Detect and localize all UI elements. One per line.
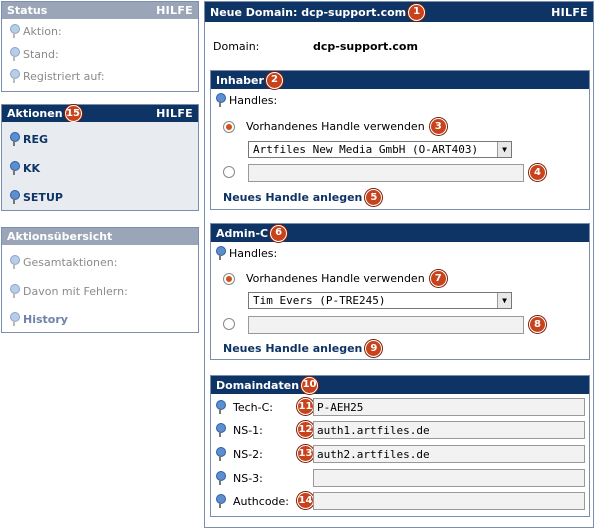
pin-icon bbox=[214, 400, 226, 414]
main-header bbox=[205, 2, 593, 22]
status-panel bbox=[1, 1, 199, 92]
pin-icon bbox=[214, 423, 226, 437]
callout-badge: 3 bbox=[430, 118, 447, 135]
overview-panel bbox=[1, 227, 199, 333]
callout-badge: 6 bbox=[270, 225, 287, 242]
callout-badge: 12 bbox=[297, 421, 314, 438]
aktionen-title: Aktionen bbox=[7, 107, 63, 120]
techc-label: Tech-C: bbox=[214, 400, 273, 414]
main-title: Neue Domain: dcp-support.com bbox=[210, 5, 407, 19]
adminc-handle-input[interactable] bbox=[248, 316, 524, 334]
pin-icon bbox=[8, 69, 20, 83]
aktionen-panel bbox=[1, 104, 199, 211]
adminc-new-handle-link[interactable]: Neues Handle anlegen 9 bbox=[223, 340, 382, 357]
adminc-existing-option[interactable]: Vorhandenes Handle verwenden 7 bbox=[223, 270, 447, 287]
inhaber-new-option[interactable] bbox=[223, 166, 235, 178]
main-panel bbox=[204, 1, 594, 528]
callout-badge: 10 bbox=[301, 377, 318, 394]
adminc-new-radio[interactable] bbox=[223, 318, 235, 330]
inhaber-new-radio[interactable] bbox=[223, 166, 235, 178]
overview-item-gesamt: Gesamtaktionen: bbox=[8, 255, 117, 269]
status-item-registriert: Registriert auf: bbox=[8, 69, 105, 83]
inhaber-new-handle-link[interactable]: Neues Handle anlegen 5 bbox=[223, 189, 382, 206]
domaindaten-header bbox=[211, 376, 589, 394]
adminc-new-option[interactable] bbox=[223, 318, 235, 330]
domaindaten-title: Domaindaten bbox=[216, 378, 300, 392]
ns3-label: NS-3: bbox=[214, 471, 263, 485]
aktionen-header bbox=[2, 105, 198, 122]
status-header bbox=[2, 2, 198, 19]
ns1-input[interactable]: auth1.artfiles.de bbox=[313, 421, 585, 439]
pin-icon bbox=[8, 161, 20, 175]
adminc-existing-radio[interactable] bbox=[223, 273, 235, 285]
overview-title: Aktionsübersicht bbox=[7, 230, 113, 243]
inhaber-section bbox=[210, 70, 590, 210]
authcode-input[interactable] bbox=[313, 492, 585, 510]
adminc-header bbox=[211, 224, 589, 242]
callout-badge: 13 bbox=[297, 445, 314, 462]
main-help-link[interactable]: HILFE bbox=[551, 5, 588, 19]
pin-icon bbox=[8, 255, 20, 269]
ns1-label: NS-1: bbox=[214, 423, 263, 437]
domaindaten-section bbox=[210, 375, 590, 517]
aktion-kk-link[interactable]: KK bbox=[8, 161, 40, 175]
domain-value: dcp-support.com bbox=[313, 40, 418, 53]
inhaber-handles-label: Handles: bbox=[214, 93, 277, 107]
callout-badge: 11 bbox=[297, 398, 314, 415]
pin-icon bbox=[8, 132, 20, 146]
techc-input[interactable]: P-AEH25 bbox=[313, 398, 585, 416]
aktion-setup-link[interactable]: SETUP bbox=[8, 190, 63, 204]
aktion-reg-link[interactable]: REG bbox=[8, 132, 48, 146]
aktionen-help-link[interactable]: HILFE bbox=[156, 107, 193, 120]
overview-header bbox=[2, 228, 198, 245]
status-help-link[interactable]: HILFE bbox=[156, 4, 193, 17]
callout-badge: 7 bbox=[430, 270, 447, 287]
pin-icon bbox=[214, 93, 226, 107]
chevron-down-icon[interactable]: ▼ bbox=[497, 293, 511, 308]
authcode-label: Authcode: bbox=[214, 494, 289, 508]
callout-badge: 2 bbox=[266, 72, 283, 89]
status-item-stand: Stand: bbox=[8, 47, 59, 61]
chevron-down-icon[interactable]: ▼ bbox=[497, 142, 511, 157]
inhaber-existing-radio[interactable] bbox=[223, 121, 235, 133]
inhaber-handle-input[interactable] bbox=[248, 164, 524, 182]
pin-icon bbox=[8, 284, 20, 298]
adminc-title: Admin-C bbox=[216, 226, 269, 240]
status-title: Status bbox=[7, 4, 48, 17]
callout-badge: 4 bbox=[529, 164, 546, 181]
overview-item-fehler: Davon mit Fehlern: bbox=[8, 284, 128, 298]
pin-icon bbox=[8, 190, 20, 204]
callout-badge: 9 bbox=[365, 340, 382, 357]
inhaber-existing-option[interactable]: Vorhandenes Handle verwenden 3 bbox=[223, 118, 447, 135]
pin-icon bbox=[8, 312, 20, 326]
callout-badge: 15 bbox=[65, 105, 82, 122]
adminc-handles-label: Handles: bbox=[214, 246, 277, 260]
ns2-input[interactable]: auth2.artfiles.de bbox=[313, 445, 585, 463]
adminc-section bbox=[210, 223, 590, 360]
domain-label: Domain: bbox=[213, 40, 260, 53]
callout-badge: 1 bbox=[408, 4, 425, 21]
ns3-input[interactable] bbox=[313, 469, 585, 487]
callout-badge: 8 bbox=[529, 316, 546, 333]
pin-icon bbox=[8, 47, 20, 61]
adminc-handle-select[interactable]: Tim Evers (P-TRE245) ▼ bbox=[248, 292, 512, 309]
ns2-label: NS-2: bbox=[214, 447, 263, 461]
pin-icon bbox=[214, 494, 226, 508]
inhaber-title: Inhaber bbox=[216, 73, 264, 87]
history-link[interactable]: History bbox=[8, 312, 68, 326]
pin-icon bbox=[214, 246, 226, 260]
callout-badge: 5 bbox=[365, 189, 382, 206]
pin-icon bbox=[214, 471, 226, 485]
inhaber-header bbox=[211, 71, 589, 89]
pin-icon bbox=[214, 447, 226, 461]
pin-icon bbox=[8, 24, 20, 38]
inhaber-handle-select[interactable]: Artfiles New Media GmbH (O-ART403) ▼ bbox=[248, 141, 512, 158]
callout-badge: 14 bbox=[297, 492, 314, 509]
status-item-aktion: Aktion: bbox=[8, 24, 62, 38]
